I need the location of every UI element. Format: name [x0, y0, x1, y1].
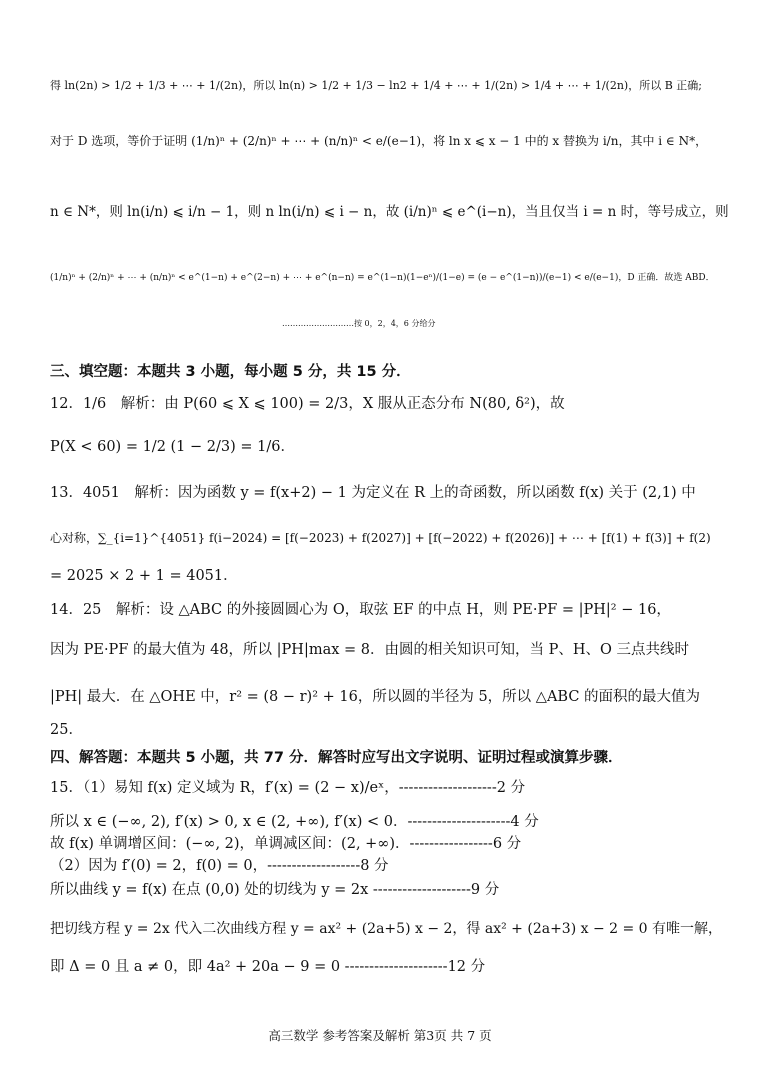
- problem-15-line-4: （2）因为 f′(0) = 2，f(0) = 0，-------------------8 分: [50, 858, 389, 874]
- problem-13-line-2: 心对称，∑_{i=1}^{4051} f(i−2024) = [f(−2023) + f(2027)] + [f(−2022) + f(2026)] + ⋯ + [f(1) + f(3)] + f(2): [50, 531, 711, 545]
- problem-15-line-3: 故 f(x) 单调增区间：(−∞, 2)，单调减区间：(2, +∞)．-----------------6 分: [50, 836, 522, 852]
- section-heading-fill-in: 三、填空题：本题共 3 小题，每小题 5 分，共 15 分．: [50, 364, 411, 380]
- problem-15-line-1: 15．（1）易知 f(x) 定义域为 R，f′(x) = (2 − x)/eˣ，--------------------2 分: [50, 780, 526, 796]
- problem-15-line-6: 把切线方程 y = 2x 代入二次曲线方程 y = ax² + (2a+5) x − 2，得 ax² + (2a+3) x − 2 = 0 有唯一解，: [50, 921, 723, 937]
- grading-note: ………………………按 0，2，4，6 分给分: [282, 319, 436, 328]
- problem-14-line-4: 25．: [50, 722, 83, 738]
- text-line-4: (1/n)ⁿ + (2/n)ⁿ + ⋯ + (n/n)ⁿ < e^(1−n) + e^(2−n) + ⋯ + e^(n−n) = e^(1−n)(1−eⁿ)/(1−e) = (e − e^(1−n))/(e−1) < e/(e−1)，D 正确．故选 ABD．: [50, 273, 715, 283]
- text-line-1: 得 ln(2n) > 1/2 + 1/3 + ⋯ + 1/(2n)，所以 ln(n) > 1/2 + 1/3 − ln2 + 1/4 + ⋯ + 1/(2n) > 1/4 + ⋯ + 1/(2n)，所以 B 正确;: [50, 79, 702, 92]
- problem-14-line-2: 因为 PE·PF 的最大值为 48，所以 |PH|max = 8．由圆的相关知识可知，当 P、H、O 三点共线时: [50, 642, 689, 658]
- text-line-2: 对于 D 选项，等价于证明 (1/n)ⁿ + (2/n)ⁿ + ⋯ + (n/n)ⁿ < e/(e−1)，将 ln x ⩽ x − 1 中的 x 替换为 i/n，其中 i ∈ N*，: [50, 134, 708, 148]
- section-heading-solutions: 四、解答题：本题共 5 小题，共 77 分．解答时应写出文字说明、证明过程或演算步骤．: [50, 750, 623, 766]
- problem-15-line-7: 即 Δ = 0 且 a ≠ 0，即 4a² + 20a − 9 = 0 ---------------------12 分: [50, 959, 486, 975]
- problem-15-line-5: 所以曲线 y = f(x) 在点 (0,0) 处的切线为 y = 2x --------------------9 分: [50, 882, 500, 898]
- problem-12-line-1: 12．1/6 解析：由 P(60 ⩽ X ⩽ 100) = 2/3，X 服从正态分布 N(80, δ²)，故: [50, 396, 565, 412]
- problem-12-line-2: P(X < 60) = 1/2 (1 − 2/3) = 1/6．: [50, 439, 295, 455]
- page-footer: 高三数学 参考答案及解析 第3页 共 7 页: [268, 1028, 492, 1043]
- problem-13-line-1: 13．4051 解析：因为函数 y = f(x+2) − 1 为定义在 R 上的奇函数，所以函数 f(x) 关于 (2,1) 中: [50, 485, 696, 501]
- problem-15-line-2: 所以 x ∈ (−∞, 2), f′(x) > 0, x ∈ (2, +∞), f′(x) < 0．---------------------4 分: [50, 814, 539, 830]
- problem-13-line-3: = 2025 × 2 + 1 = 4051．: [50, 568, 238, 584]
- text-line-3: n ∈ N*，则 ln(i/n) ⩽ i/n − 1，则 n ln(i/n) ⩽ i − n，故 (i/n)ⁿ ⩽ e^(i−n)，当且仅当 i = n 时，等号成立，则: [50, 204, 729, 220]
- problem-14-line-3: |PH| 最大．在 △OHE 中，r² = (8 − r)² + 16，所以圆的半径为 5，所以 △ABC 的面积的最大值为: [50, 689, 701, 705]
- problem-14-line-1: 14．25 解析：设 △ABC 的外接圆圆心为 O，取弦 EF 的中点 H，则 PE·PF = |PH|² − 16，: [50, 602, 671, 618]
